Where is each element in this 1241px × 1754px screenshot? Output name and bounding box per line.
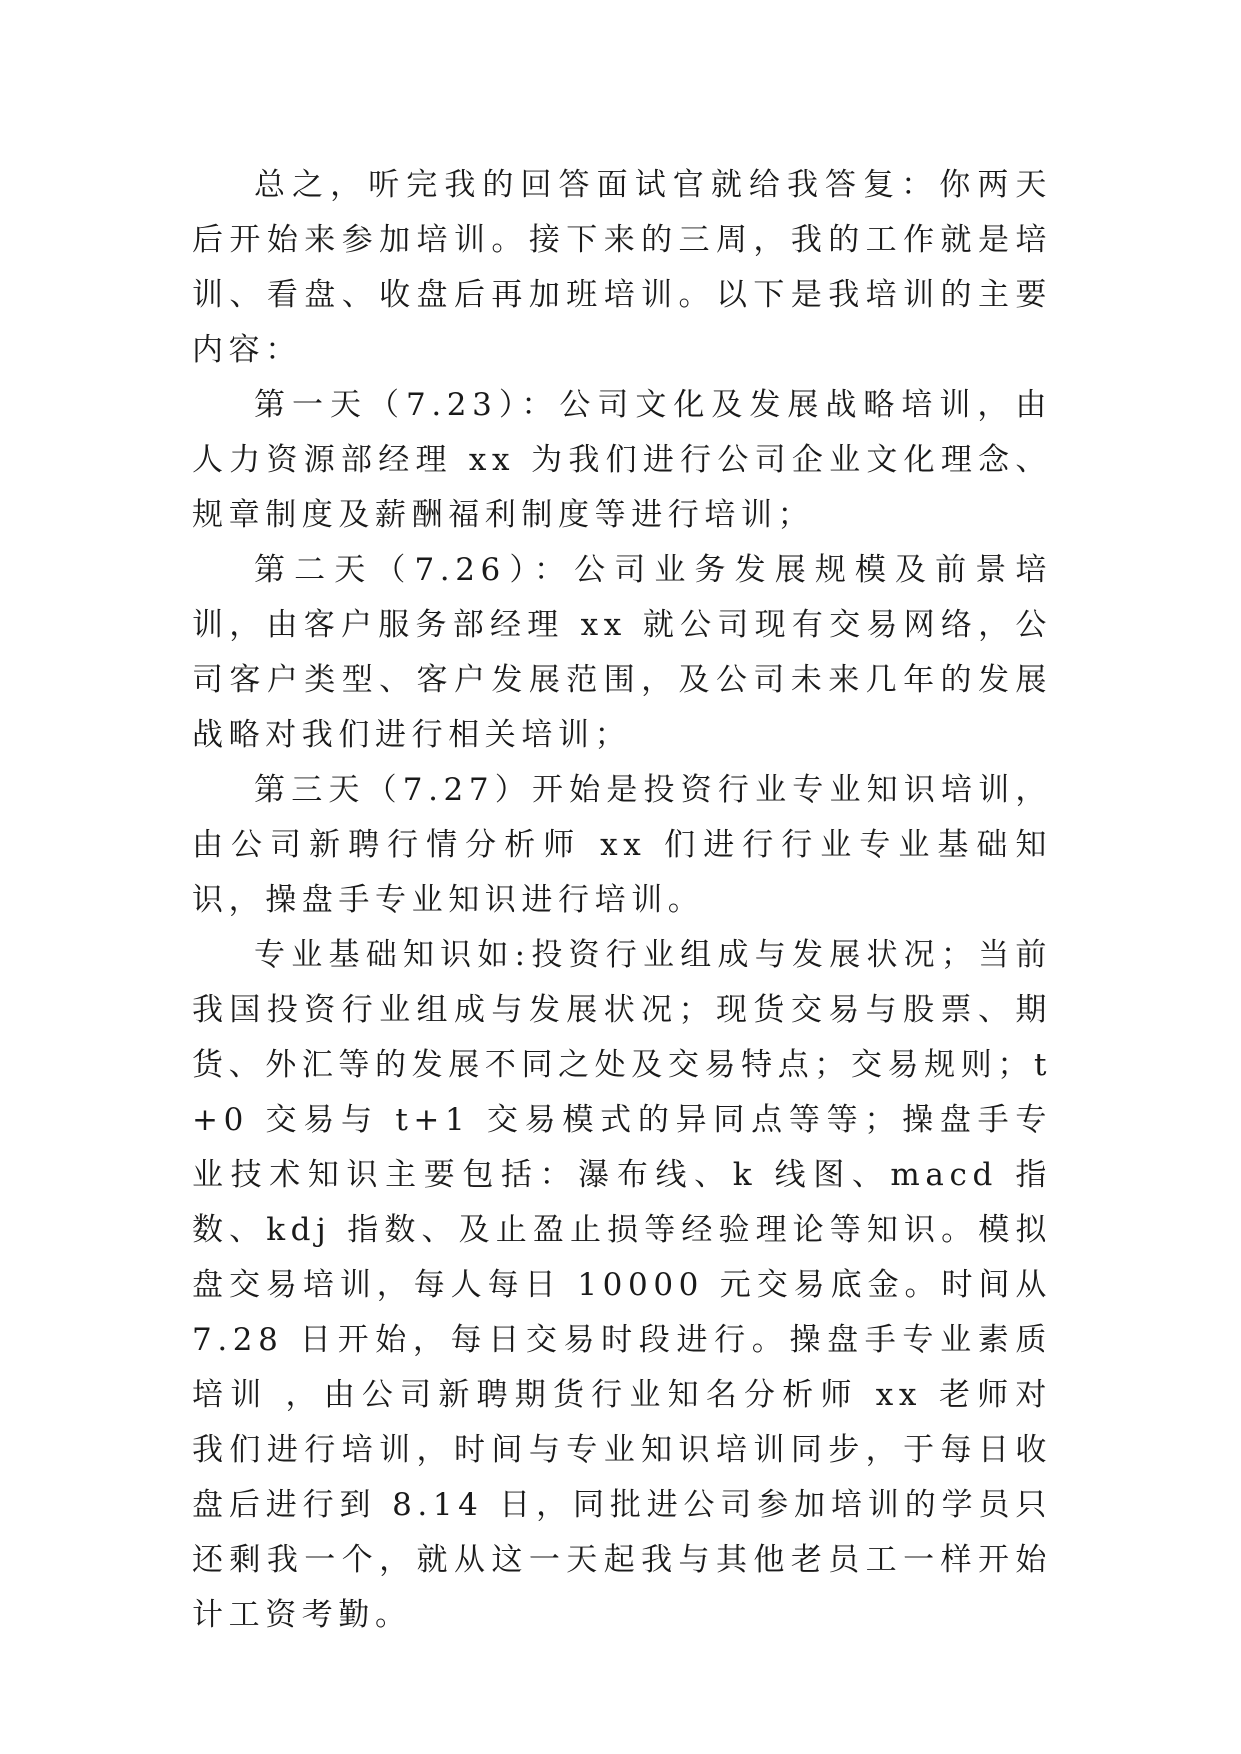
- paragraph-professional-knowledge: 专业基础知识如:投资行业组成与发展状况；当前我国投资行业组成与发展状况；现货交易与股票、期货、外汇等的发展不同之处及交易特点；交易规则；t+0 交易与 t+1 交易模式的异同点等等；操盘手专业技术知识主要包括：瀑布线、k 线图、macd 指数、kdj 指数、及止盈止损等经验理论等知识。模拟盘交易培训，每人每日 10000 元交易底金。时间从 7.28 日开始，每日交易时段进行。操盘手专业素质培训 ，由公司新聘期货行业知名分析师 xx 老师对我们进行培训，时间与专业知识培训同步，于每日收盘后进行到 8.14 日，同批进公司参加培训的学员只还剩我一个，就从这一天起我与其他老员工一样开始计工资考勤。: [192, 937, 1052, 1633]
- paragraph-day-one: 第一天（7.23）：公司文化及发展战略培训，由人力资源部经理 xx 为我们进行公司企业文化理念、规章制度及薪酬福利制度等进行培训；: [192, 387, 1052, 533]
- paragraph-day-two: 第二天（7.26）：公司业务发展规模及前景培训，由客户服务部经理 xx 就公司现有交易网络，公司客户类型、客户发展范围，及公司未来几年的发展战略对我们进行相关培训；: [192, 552, 1052, 753]
- paragraph-day-three: 第三天（7.27）开始是投资行业专业知识培训，由公司新聘行情分析师 xx 们进行行业专业基础知识，操盘手专业知识进行培训。: [192, 772, 1052, 918]
- paragraph-interview-result: 总之，听完我的回答面试官就给我答复：你两天后开始来参加培训。接下来的三周，我的工作就是培训、看盘、收盘后再加班培训。以下是我培训的主要内容：: [192, 167, 1052, 368]
- document-body: [192, 158, 1052, 1643]
